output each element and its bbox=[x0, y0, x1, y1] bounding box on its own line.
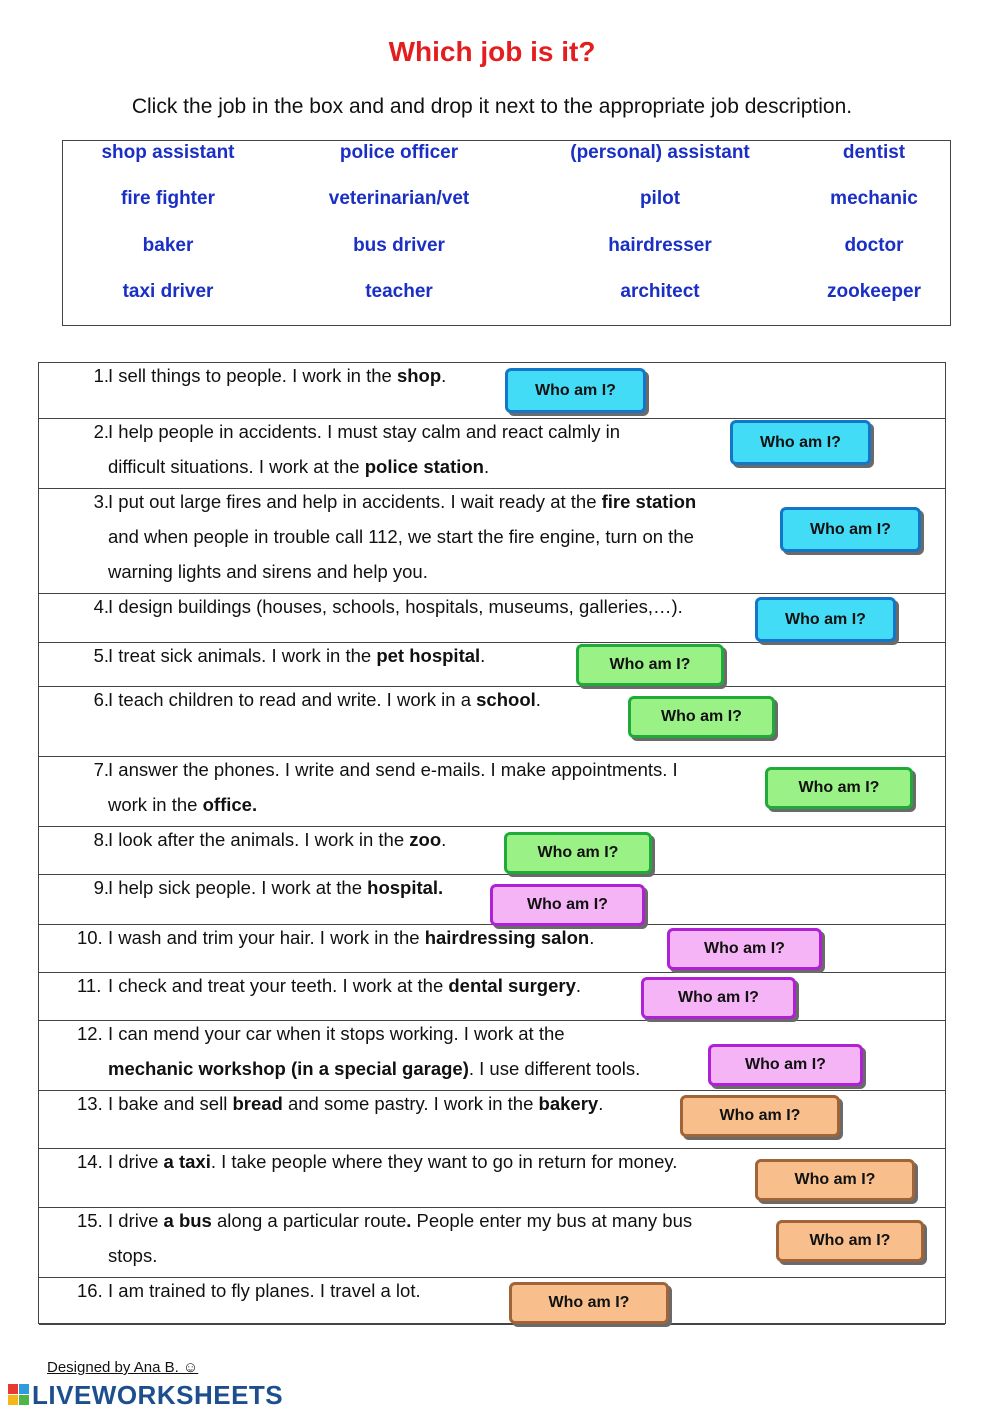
job-option[interactable]: dentist bbox=[842, 142, 906, 163]
question-number: 13. bbox=[77, 1093, 103, 1114]
who-am-i-answer-box[interactable]: Who am I? bbox=[755, 597, 896, 642]
who-am-i-answer-box[interactable]: Who am I? bbox=[504, 832, 652, 874]
logo-text: LIVEWORKSHEETS bbox=[32, 1379, 284, 1410]
who-am-i-answer-box[interactable]: Who am I? bbox=[730, 420, 871, 465]
logo-icon bbox=[8, 1384, 30, 1406]
job-option[interactable]: hairdresser bbox=[608, 235, 712, 256]
question-text: I drive a bus along a particular route. People enter my bus at many bus stops. bbox=[108, 1210, 693, 1266]
who-am-i-answer-box[interactable]: Who am I? bbox=[509, 1282, 669, 1324]
question-number: 9. bbox=[93, 877, 109, 898]
question-row bbox=[39, 1278, 945, 1325]
question-number: 12. bbox=[77, 1023, 103, 1044]
instructions: Click the job in the box and and drop it next to the appropriate job description. bbox=[131, 95, 853, 118]
designer-credit: Designed by Ana B. ☺ bbox=[47, 1359, 199, 1376]
question-number: 15. bbox=[77, 1210, 103, 1231]
job-option[interactable]: bus driver bbox=[353, 235, 445, 256]
question-row bbox=[39, 687, 945, 757]
question-number: 2. bbox=[93, 421, 109, 442]
liveworksheets-logo bbox=[8, 1381, 283, 1409]
question-text: I design buildings (houses, schools, hospitals, museums, galleries,…). bbox=[108, 596, 683, 617]
question-row bbox=[39, 827, 945, 875]
job-option[interactable]: zookeeper bbox=[827, 281, 921, 302]
who-am-i-answer-box[interactable]: Who am I? bbox=[505, 368, 646, 413]
question-number: 4. bbox=[93, 596, 109, 617]
questions-table bbox=[38, 362, 946, 1324]
job-option[interactable]: pilot bbox=[639, 188, 681, 209]
who-am-i-answer-box[interactable]: Who am I? bbox=[490, 884, 645, 926]
question-text: I am trained to fly planes. I travel a lot. bbox=[108, 1280, 421, 1301]
question-text: I treat sick animals. I work in the pet hospital. bbox=[108, 645, 486, 666]
job-option[interactable]: shop assistant bbox=[101, 142, 235, 163]
who-am-i-answer-box[interactable]: Who am I? bbox=[780, 507, 921, 552]
job-option[interactable]: mechanic bbox=[830, 188, 918, 209]
job-option[interactable]: police officer bbox=[339, 142, 459, 163]
question-number: 1. bbox=[93, 365, 109, 386]
job-option[interactable]: taxi driver bbox=[122, 281, 214, 302]
question-number: 5. bbox=[93, 645, 109, 666]
job-option[interactable]: architect bbox=[620, 281, 700, 302]
who-am-i-answer-box[interactable]: Who am I? bbox=[641, 977, 796, 1019]
question-number: 6. bbox=[93, 689, 109, 710]
who-am-i-answer-box[interactable]: Who am I? bbox=[776, 1220, 924, 1262]
question-text: I help people in accidents. I must stay calm and react calmly in difficult situations. I work at the police station. bbox=[108, 421, 621, 477]
job-option[interactable]: doctor bbox=[844, 235, 904, 256]
job-word-bank bbox=[62, 140, 951, 326]
question-text: I put out large fires and help in accidents. I wait ready at the fire station and when people in trouble call 112, we start the fire engine, turn on the warning lights and sirens and help you. bbox=[108, 491, 697, 582]
who-am-i-answer-box[interactable]: Who am I? bbox=[576, 644, 724, 686]
job-option[interactable]: baker bbox=[142, 235, 194, 256]
job-option[interactable]: veterinarian/vet bbox=[328, 188, 470, 209]
job-option[interactable]: fire fighter bbox=[121, 188, 215, 209]
question-number: 7. bbox=[93, 759, 109, 780]
who-am-i-answer-box[interactable]: Who am I? bbox=[708, 1044, 863, 1086]
question-row bbox=[39, 643, 945, 687]
question-number: 8. bbox=[93, 829, 109, 850]
question-number: 11. bbox=[77, 975, 102, 996]
question-text: I drive a taxi. I take people where they want to go in return for money. bbox=[108, 1151, 678, 1172]
question-text: I help sick people. I work at the hospital. bbox=[108, 877, 444, 898]
question-text: I can mend your car when it stops working. I work at the mechanic workshop (in a special garage). I use different tools. bbox=[108, 1023, 641, 1079]
who-am-i-answer-box[interactable]: Who am I? bbox=[680, 1095, 840, 1137]
question-number: 14. bbox=[77, 1151, 103, 1172]
question-text: I sell things to people. I work in the shop. bbox=[108, 365, 447, 386]
job-option[interactable]: teacher bbox=[365, 281, 433, 302]
question-text: I check and treat your teeth. I work at the dental surgery. bbox=[108, 975, 582, 996]
question-text: I look after the animals. I work in the zoo. bbox=[108, 829, 447, 850]
who-am-i-answer-box[interactable]: Who am I? bbox=[765, 767, 913, 809]
question-text: I wash and trim your hair. I work in the hairdressing salon. bbox=[108, 927, 595, 948]
question-row bbox=[39, 363, 945, 419]
question-number: 3. bbox=[93, 491, 109, 512]
question-number: 10. bbox=[77, 927, 103, 948]
question-text: I bake and sell bread and some pastry. I work in the bakery. bbox=[108, 1093, 604, 1114]
who-am-i-answer-box[interactable]: Who am I? bbox=[628, 696, 775, 738]
who-am-i-answer-box[interactable]: Who am I? bbox=[667, 928, 822, 970]
question-text: I teach children to read and write. I work in a school. bbox=[108, 689, 541, 710]
job-option[interactable]: (personal) assistant bbox=[570, 142, 750, 163]
who-am-i-answer-box[interactable]: Who am I? bbox=[755, 1159, 915, 1201]
page-title: Which job is it? bbox=[388, 36, 596, 67]
question-text: I answer the phones. I write and send e-mails. I make appointments. I work in the office. bbox=[108, 759, 678, 815]
question-row bbox=[39, 973, 945, 1021]
question-number: 16. bbox=[77, 1280, 103, 1301]
